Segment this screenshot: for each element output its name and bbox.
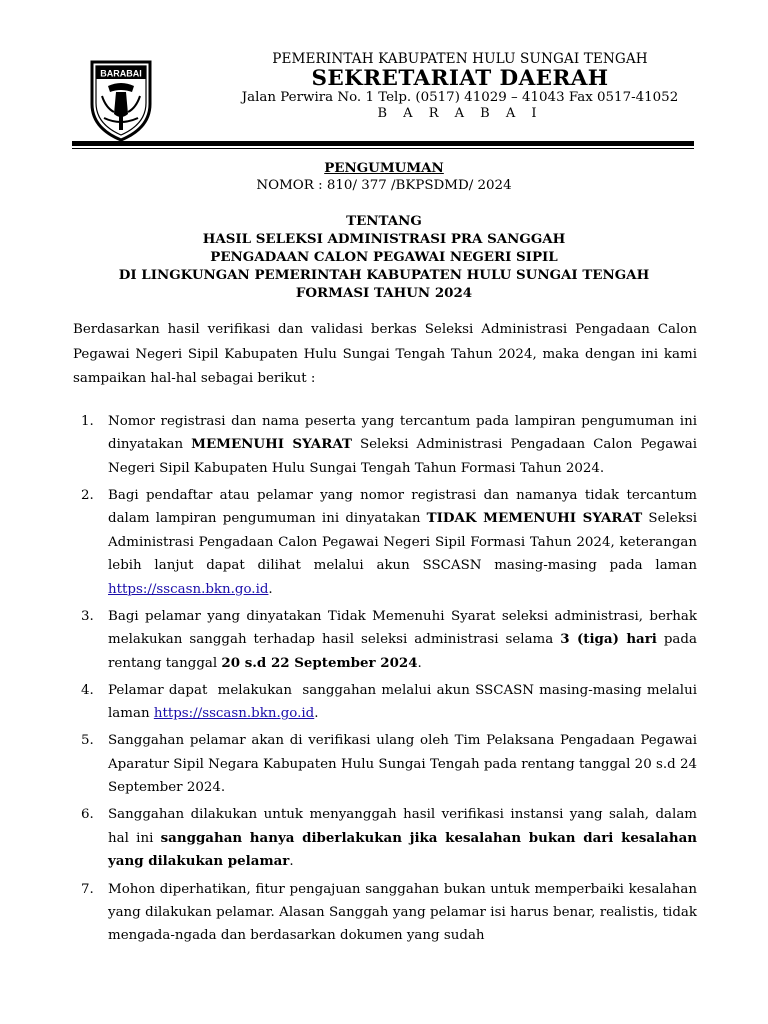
item-number: 2. xyxy=(81,488,94,504)
item-number: 5. xyxy=(81,733,94,749)
document-type: PENGUMUMAN xyxy=(324,160,444,176)
item-text: Seleksi Administrasi Pengadaan Calon Pegawai Negeri Sipil Kabupaten Hulu Sungai Tengah Tahun Formasi Tahun 2024. xyxy=(108,437,697,476)
list-item xyxy=(73,605,697,675)
item-text: . xyxy=(289,854,294,870)
item-text: Bagi pendaftar atau pelamar yang nomor registrasi dan namanya tidak tercantum dalam lampiran pengumuman ini dinyatakan xyxy=(108,488,697,527)
item-number: 7. xyxy=(81,881,94,897)
item-text: . xyxy=(417,655,422,671)
letterhead-rule-thin xyxy=(72,148,694,149)
list-item xyxy=(73,679,702,726)
item-number: 1. xyxy=(81,414,94,429)
barabai-emblem-logo xyxy=(86,56,156,142)
item-emphasis: 20 s.d 22 September 2024 xyxy=(221,654,418,671)
sscasn-link[interactable]: https://sscasn.bkn.go.id xyxy=(108,581,269,597)
letterhead-rule-thick xyxy=(72,141,694,146)
heading-about: TENTANG xyxy=(346,213,422,229)
subject-line-2: PENGADAAN CALON PEGAWAI NEGERI SIPIL xyxy=(210,249,558,265)
item-number: 3. xyxy=(81,608,94,624)
subject-line-4: FORMASI TAHUN 2024 xyxy=(295,285,473,301)
item-number: 6. xyxy=(81,807,94,823)
list-item xyxy=(73,484,697,601)
letterhead-city: B A R A B A I xyxy=(377,106,543,121)
item-text: Seleksi Administrasi Pengadaan Calon Pegawai Negeri Sipil Formasi Tahun 2024, keterangan lebih lanjut dapat dilihat melalui akun SSCASN masing-masing pada laman xyxy=(108,511,697,574)
list-item xyxy=(73,410,697,480)
item-text: Pelamar dapat melakukan sanggahan melalui akun SSCASN masing-masing melalui laman xyxy=(108,682,702,722)
item-emphasis: MEMENUHI SYARAT xyxy=(191,436,352,453)
list-item xyxy=(73,803,697,873)
item-text: Bagi pelamar yang dinyatakan Tidak Memenuhi Syarat seleksi administrasi, berhak melakukan sanggah terhadap hasil seleksi administrasi selama xyxy=(108,608,697,648)
item-text: Sanggahan dilakukan untuk menyanggah hasil verifikasi instansi yang salah, dalam hal ini xyxy=(108,807,697,846)
subject-line-1: HASIL SELEKSI ADMINISTRASI PRA SANGGAH xyxy=(202,231,566,247)
sscasn-link[interactable]: https://sscasn.bkn.go.id xyxy=(153,706,315,722)
item-number: 4. xyxy=(81,682,94,698)
letterhead-address: Jalan Perwira No. 1 Telp. (0517) 41029 – 41043 Fax 0517-41052 xyxy=(241,90,679,105)
item-text: Nomor registrasi dan nama peserta yang tercantum pada lampiran pengumuman ini dinyatakan xyxy=(108,414,697,453)
announcement-list xyxy=(73,410,702,952)
item-text: Mohon diperhatikan, fitur pengajuan sanggahan bukan untuk memperbaiki kesalahan yang dilakukan pelamar. Alasan Sanggah yang pelamar isi harus benar, realistis, tidak mengada-ngada dan berdasarkan dokumen yang sudah xyxy=(108,881,697,944)
letterhead-government: PEMERINTAH KABUPATEN HULU SUNGAI TENGAH xyxy=(272,51,648,67)
item-text: pada rentang tanggal xyxy=(108,632,697,671)
item-text: . xyxy=(314,706,319,722)
item-emphasis: 3 (tiga) hari xyxy=(560,631,657,648)
item-emphasis: sanggahan hanya diberlakukan jika kesalahan bukan dari kesalahan yang dilakukan pelamar xyxy=(108,829,697,870)
letterhead-office: SEKRETARIAT DAERAH xyxy=(311,66,609,91)
list-item xyxy=(73,878,697,948)
item-emphasis: TIDAK MEMENUHI SYARAT xyxy=(426,510,643,527)
list-item xyxy=(73,729,697,799)
subject-line-3: DI LINGKUNGAN PEMERINTAH KABUPATEN HULU SUNGAI TENGAH xyxy=(118,267,650,283)
emblem-label: BARABAI xyxy=(100,68,142,79)
item-text: Sanggahan pelamar akan di verifikasi ulang oleh Tim Pelaksana Pengadaan Pegawai Aparatur Sipil Negara Kabupaten Hulu Sungai Tengah pada rentang tanggal 20 s.d 24 September 2024. xyxy=(108,733,697,796)
item-text: . xyxy=(268,581,273,597)
document-number: NOMOR : 810/ 377 /BKPSDMD/ 2024 xyxy=(256,178,512,193)
intro-paragraph: Berdasarkan hasil verifikasi dan validasi berkas Seleksi Administrasi Pengadaan Calon Pegawai Negeri Sipil Kabupaten Hulu Sungai Tengah Tahun 2024, maka dengan ini kami sampaikan hal-hal sebagai berikut : xyxy=(73,322,697,386)
